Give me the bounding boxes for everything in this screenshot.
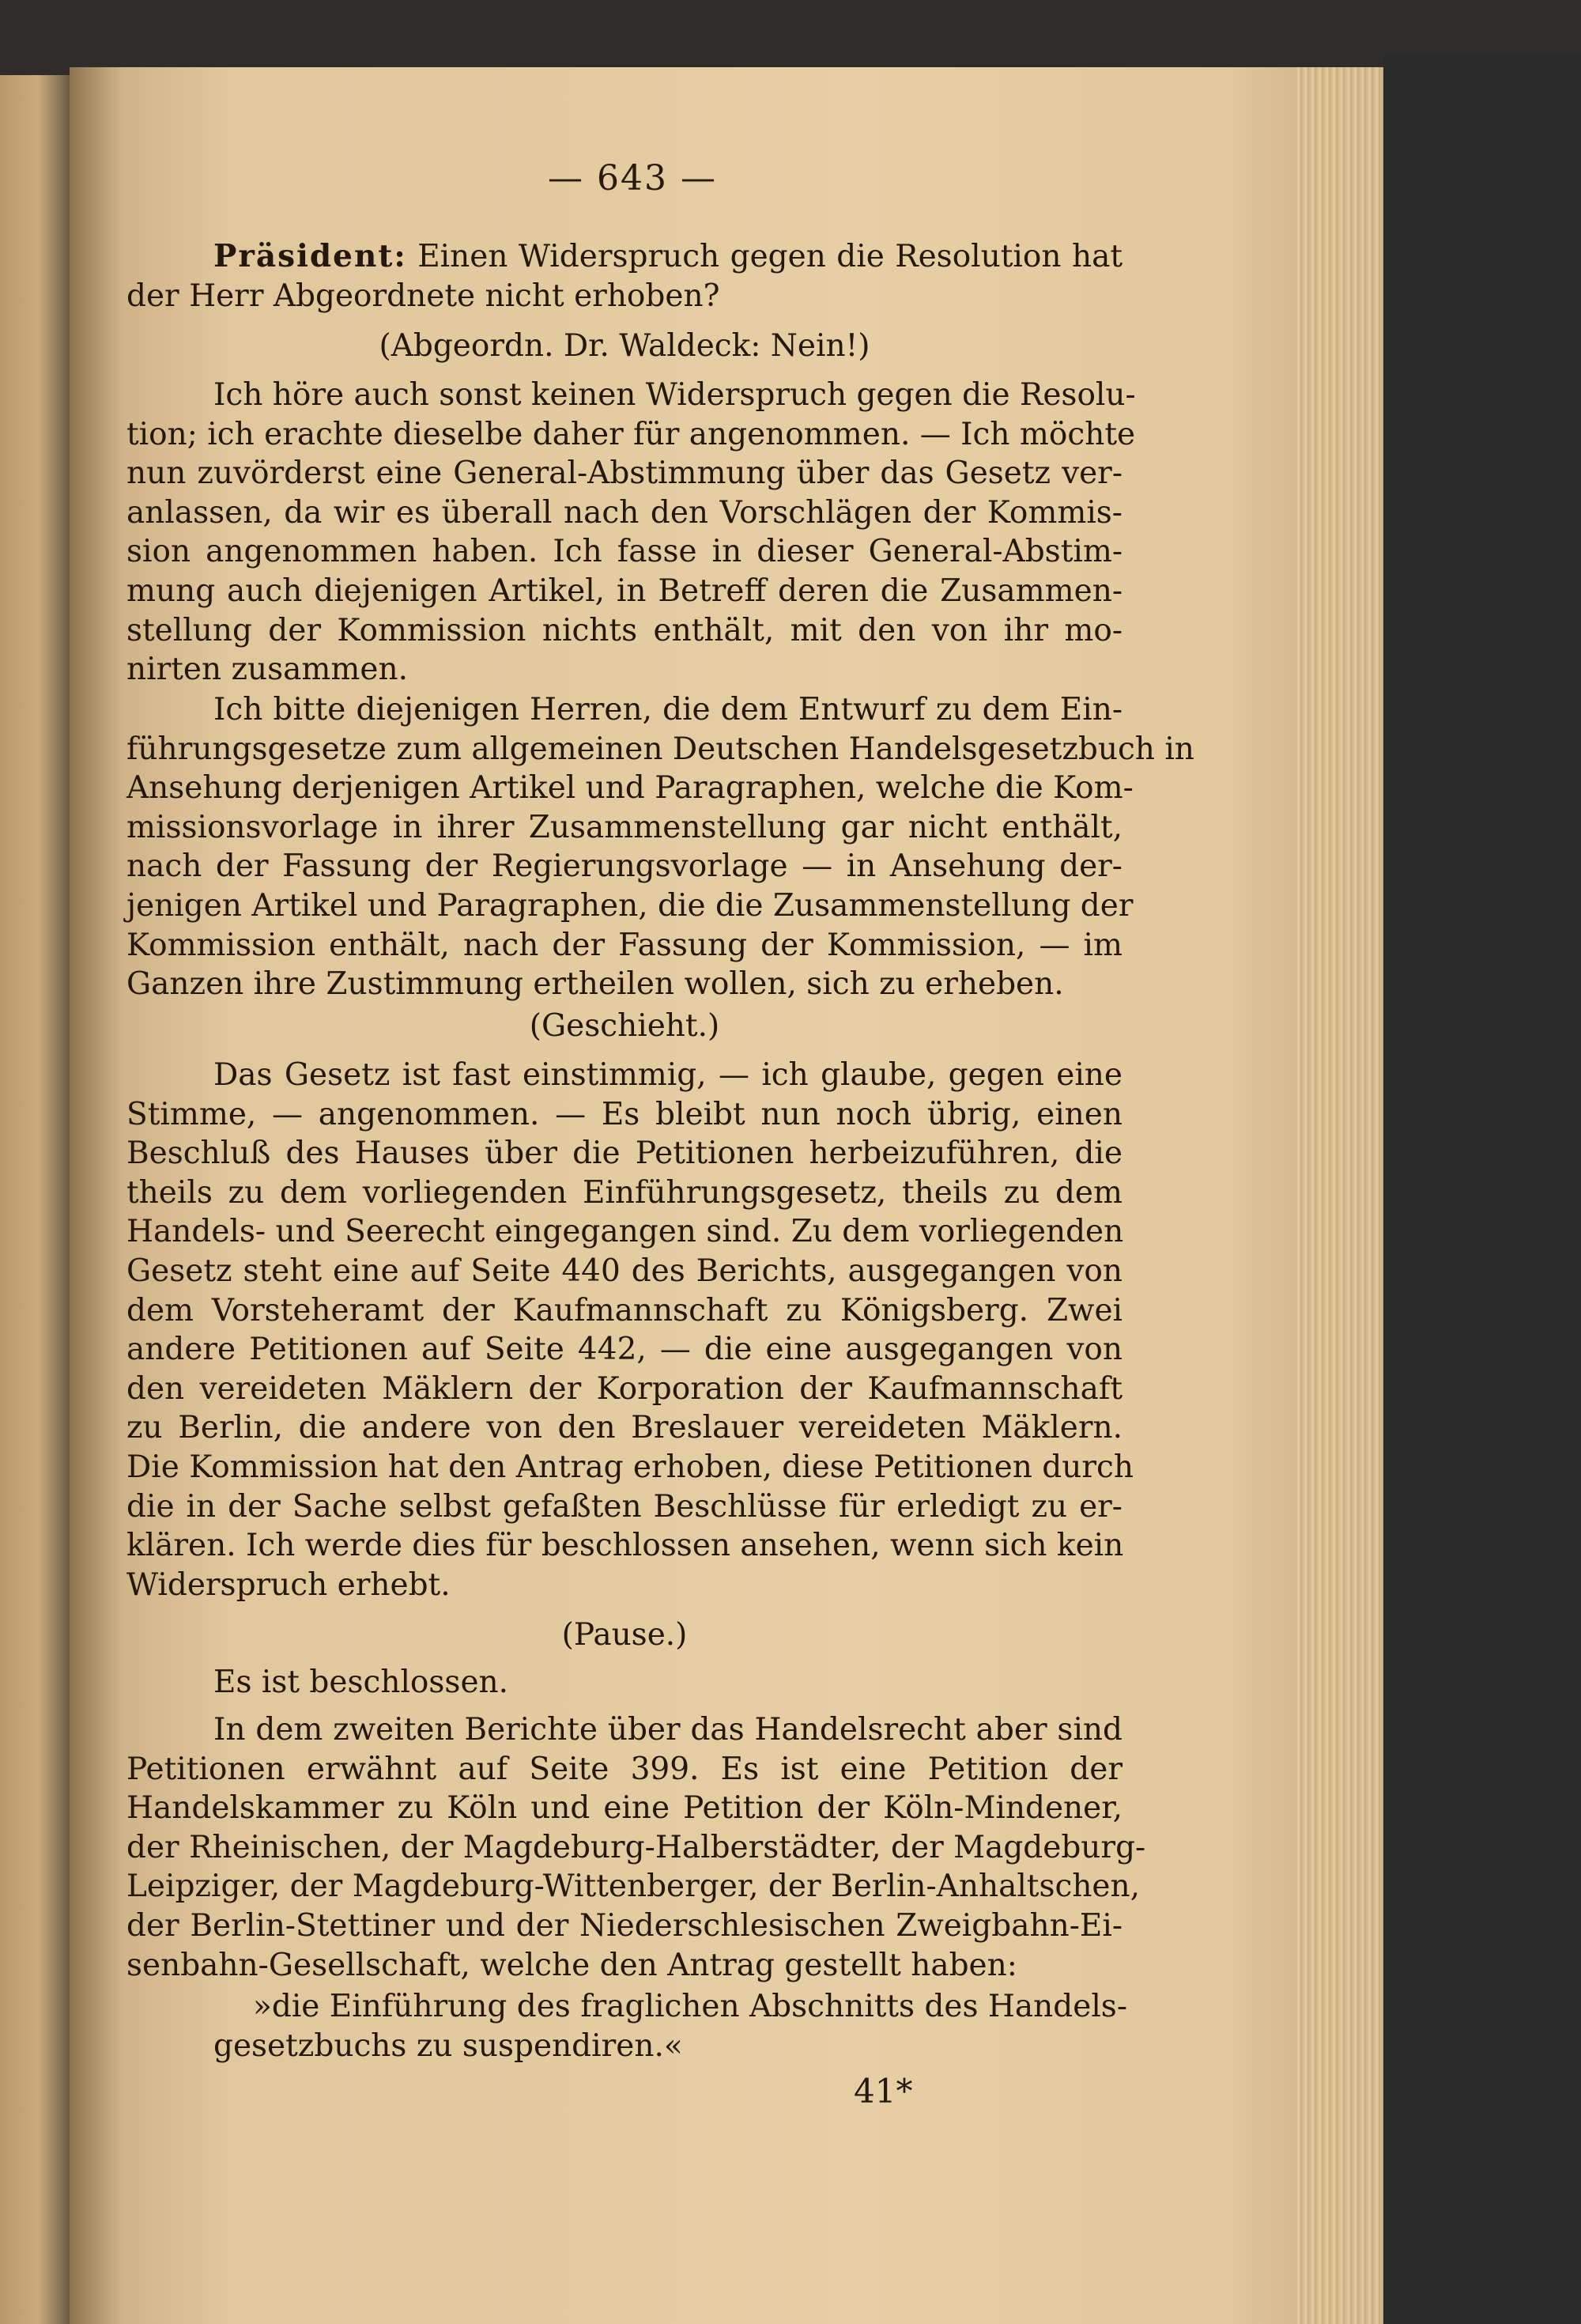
text-line: Die Kommission hat den Antrag erhoben, diese Petitionen durch [126, 1449, 1134, 1485]
paragraph-petitions [126, 1056, 1134, 1604]
book-cover-board [1383, 55, 1581, 2324]
text-line: tion; ich erachte dieselbe daher für angenommen. — Ich möchte [126, 416, 1136, 452]
text-line: gesetzbuchs zu suspendiren.« [213, 2027, 683, 2064]
text-line: Kommission enthält, nach der Fassung der Kommission, — im [126, 927, 1123, 963]
paragraph-president [126, 237, 1123, 316]
text-line: zu Berlin, die andere von den Breslauer vereideten Mäklern. [126, 1410, 1123, 1446]
text-line: klären. Ich werde dies für beschlossen ansehen, wenn sich kein [126, 1528, 1124, 1564]
text-line: den vereideten Mäklern der Korporation der Kaufmannschaft [126, 1370, 1123, 1407]
text-line: mung auch diejenigen Artikel, in Betreff deren die Zusammen- [126, 572, 1123, 609]
interjection-pause: (Pause.) [561, 1617, 688, 1653]
text-line: theils zu dem vorliegenden Einführungsgesetz, theils zu dem [126, 1174, 1123, 1211]
paragraph-request-rise [126, 690, 1194, 1004]
text-line: Ganzen ihre Zustimmung ertheilen wollen, sich zu erheben. [126, 966, 1064, 1003]
paragraph-general-vote [126, 376, 1136, 690]
text-line: Ansehung derjenigen Artikel und Paragraphen, welche die Kom- [126, 770, 1134, 807]
text-line: Handelskammer zu Köln und eine Petition der Köln-Mindener, [126, 1790, 1123, 1827]
text-line: senbahn-Gesellschaft, welche den Antrag gestellt haben: [126, 1947, 1017, 1983]
text-line: dem Vorsteheramt der Kaufmannschaft zu Königsberg. Zwei [126, 1292, 1123, 1328]
speaker-label: Präsident: [213, 238, 407, 274]
interjection-geschieht: (Geschieht.) [529, 1008, 720, 1044]
text-line: anlassen, da wir es überall nach den Vorschlägen der Kommis- [126, 494, 1123, 531]
text-line: Leipziger, der Magdeburg-Wittenberger, der Berlin-Anhaltschen, [126, 1869, 1141, 1905]
text-line: nun zuvörderst eine General-Abstimmung über das Gesetz ver- [126, 455, 1123, 492]
text-line: Gesetz steht eine auf Seite 440 des Berichts, ausgegangen von [126, 1253, 1123, 1289]
text-line: Es ist beschlossen. [213, 1665, 509, 1700]
interjection-waldeck: (Abgeordn. Dr. Waldeck: Nein!) [379, 328, 870, 364]
text-line: Handels- und Seerecht eingegangen sind. Zu dem vorliegenden [126, 1214, 1124, 1250]
text-line: In dem zweiten Berichte über das Handelsrecht aber sind [213, 1712, 1123, 1748]
text-line: »die Einführung des fraglichen Abschnitts des Handels- [253, 1989, 1127, 2024]
text-line: der Rheinischen, der Magdeburg-Halberstädter, der Magdeburg- [126, 1829, 1146, 1865]
text-line: die in der Sache selbst gefaßten Beschlüsse für erledigt zu er- [126, 1488, 1123, 1525]
text-line: Widerspruch erhebt. [126, 1566, 451, 1603]
paragraph-resolved [126, 1663, 1123, 1702]
quoted-motion [126, 1987, 1127, 2065]
text-line: Ich bitte diejenigen Herren, die dem Entwurf zu dem Ein- [213, 692, 1123, 727]
text-line: Beschluß des Hauses über die Petitionen herbeizuführen, die [126, 1136, 1123, 1172]
text-line: Petitionen erwähnt auf Seite 399. Es ist eine Petition der [126, 1751, 1123, 1787]
text-line: sion angenommen haben. Ich fasse in dieser General-Abstim- [126, 534, 1123, 570]
text-line: Das Gesetz ist fast einstimmig, — ich glaube, gegen eine [213, 1057, 1123, 1093]
text-line: stellung der Kommission nichts enthält, mit den von ihr mo- [126, 612, 1123, 648]
text-line: der Herr Abgeordnete nicht erhoben? [126, 278, 720, 314]
text-line: jenigen Artikel und Paragraphen, die die Zusammenstellung der [126, 887, 1134, 924]
page-number: — 643 — [548, 158, 717, 198]
paragraph-second-report [126, 1710, 1146, 1985]
text-line: Stimme, — angenommen. — Es bleibt nun noch übrig, einen [126, 1096, 1123, 1132]
text-line: nach der Fassung der Regierungsvorlage — in Ansehung der- [126, 848, 1123, 885]
text-line: andere Petitionen auf Seite 442, — die eine ausgegangen von [126, 1332, 1123, 1368]
left-page-edge [0, 75, 70, 2324]
text-line: Präsident: Einen Widerspruch gegen die Resolution hat [213, 238, 1123, 274]
signature-mark: 41* [854, 2072, 913, 2110]
text-line: führungsgesetze zum allgemeinen Deutschen Handelsgesetzbuch in [126, 731, 1194, 767]
text-line: der Berlin-Stettiner und der Niederschlesischen Zweigbahn-Ei- [126, 1907, 1123, 1944]
text-line: missionsvorlage in ihrer Zusammenstellung gar nicht enthält, [126, 809, 1123, 845]
text-line: nirten zusammen. [126, 652, 408, 688]
page-fore-edge [1296, 67, 1383, 2324]
text-line: Ich höre auch sonst keinen Widerspruch gegen die Resolu- [213, 377, 1136, 413]
